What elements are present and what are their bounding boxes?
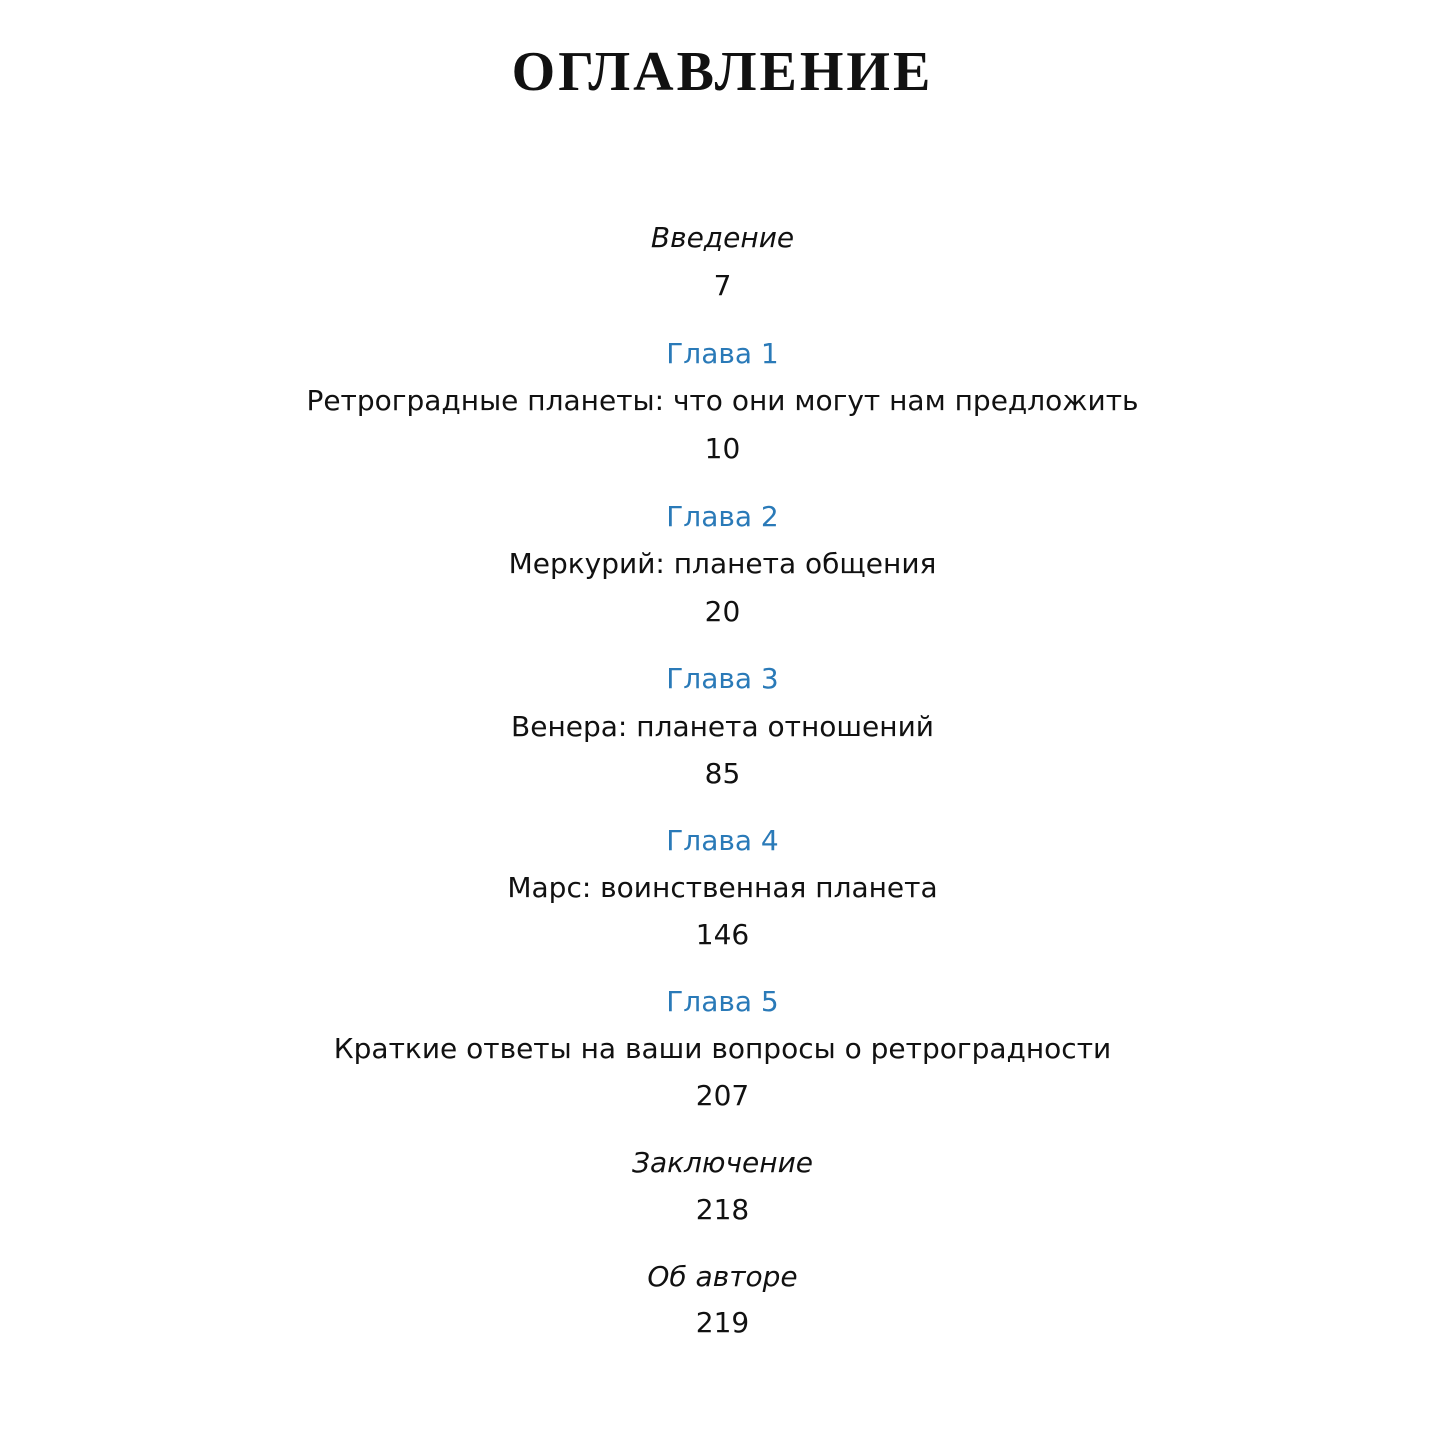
toc-about-page: 219 bbox=[695, 1306, 750, 1339]
page-title: ОГЛАВЛЕНИЕ bbox=[511, 41, 934, 103]
toc-about-title: Об авторе bbox=[647, 1260, 798, 1293]
toc-chapter-2-title: Меркурий: планета общения bbox=[508, 547, 937, 580]
toc-conclusion-page: 218 bbox=[695, 1193, 750, 1226]
toc-intro-page: 7 bbox=[713, 269, 732, 302]
toc-chapter-2-page: 20 bbox=[704, 595, 741, 628]
toc-chapter-2-label: Глава 2 bbox=[666, 500, 779, 533]
toc-chapter-1-label: Глава 1 bbox=[666, 337, 779, 370]
toc-chapter-4-page: 146 bbox=[695, 918, 750, 951]
toc-chapter-3-title: Венера: планета отношений bbox=[511, 710, 934, 743]
toc-chapter-1-page: 10 bbox=[704, 432, 741, 465]
toc-chapter-4-title: Марс: воинственная планета bbox=[507, 871, 938, 904]
toc-conclusion-title: Заключение bbox=[632, 1146, 813, 1179]
toc-chapter-1-title: Ретроградные планеты: что они могут нам предложить bbox=[306, 384, 1139, 417]
toc-chapter-4-label: Глава 4 bbox=[666, 824, 779, 857]
toc-intro-title: Введение bbox=[650, 221, 795, 254]
toc-chapter-5-page: 207 bbox=[695, 1079, 750, 1112]
toc-chapter-3-page: 85 bbox=[704, 757, 741, 790]
toc-chapter-3-label: Глава 3 bbox=[666, 662, 779, 695]
toc-chapter-5-title: Краткие ответы на ваши вопросы о ретроградности bbox=[333, 1032, 1112, 1065]
toc-chapter-5-label: Глава 5 bbox=[666, 985, 779, 1018]
